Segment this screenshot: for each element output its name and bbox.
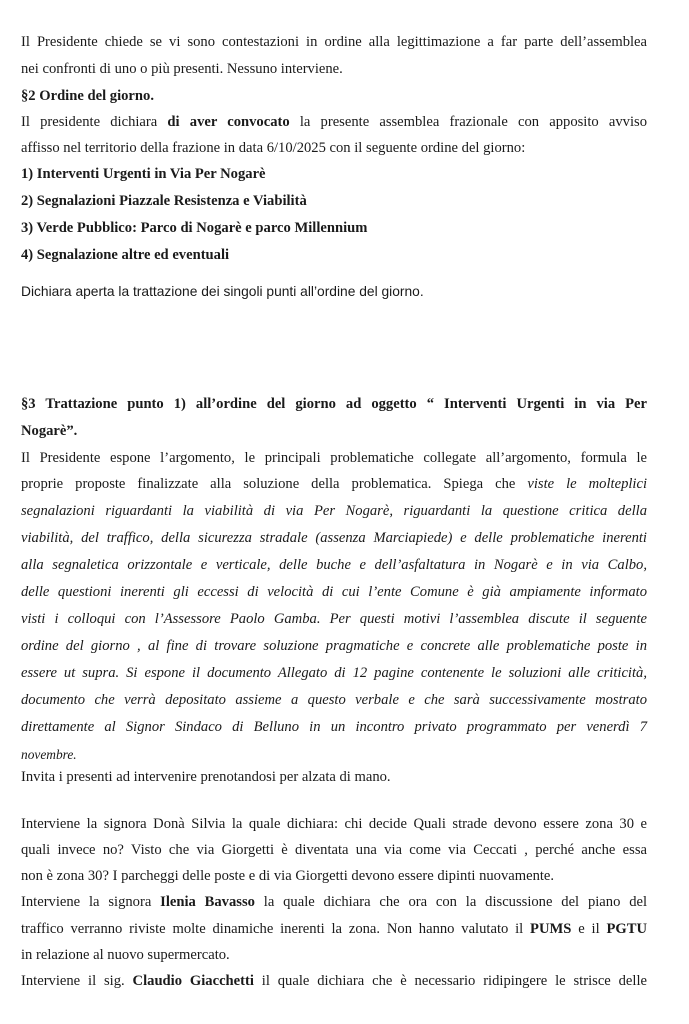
paragraph-line: in relazione al nuovo supermercato.: [21, 947, 230, 963]
italic-line: essere ut supra. Si espone il documento Allegato di 12 pagine contenente le soluzioni alle criticità,: [21, 665, 647, 681]
bold-text: Claudio Giacchetti: [132, 973, 254, 989]
bold-text: Ilenia Bavasso: [160, 894, 255, 910]
bold-text: PUMS: [530, 921, 572, 937]
section-heading: §3 Trattazione punto 1) all’ordine del giorno ad oggetto “ Interventi Urgenti in via Per: [21, 396, 647, 412]
italic-line: documento che verrà depositato assieme a questo verbale e che sarà successivamente mostrato: [21, 692, 647, 708]
paragraph-line: affisso nel territorio della frazione in data 6/10/2025 con il seguente ordine del giorno:: [21, 140, 526, 156]
paragraph-line: Invita i presenti ad intervenire prenotandosi per alzata di mano.: [21, 769, 391, 785]
italic-line: alla segnaletica orizzontale e verticale, delle buche e dell’asfaltatura in Nogarè e in via Calbo,: [21, 557, 647, 573]
paragraph-line: Interviene la signora Donà Silvia la quale dichiara: chi decide Quali strade devono essere zona 30 e: [21, 816, 647, 832]
paragraph-line: non è zona 30? I parcheggi delle poste e di via Giorgetti devono essere dipinti nuovamente.: [21, 868, 555, 884]
italic-line: direttamente al Signor Sindaco di Belluno in un incontro privato programmato per venerdì 7: [21, 719, 647, 735]
agenda-item: 1) Interventi Urgenti in Via Per Nogarè: [21, 166, 266, 182]
italic-line: ordine del giorno , al fine di trovare soluzione pragmatiche e concrete alle problematiche poste in: [21, 638, 647, 654]
paragraph-line: Il presidente dichiara di aver convocato la presente assemblea frazionale con apposito avviso: [21, 114, 647, 130]
section-heading: Nogarè”.: [21, 423, 78, 439]
agenda-item: 4) Segnalazione altre ed eventuali: [21, 247, 230, 263]
italic-text: viste le molteplici: [527, 476, 648, 492]
paragraph-line: Interviene il sig. Claudio Giacchetti il quale dichiara che è necessario ridipingere le strisce delle: [21, 973, 647, 989]
italic-line: segnalazioni riguardanti la viabilità di via Per Nogarè, riguardanti la questione critica della: [21, 503, 647, 519]
paragraph-line: proprie proposte finalizzate alla soluzione della problematica. Spiega che viste le molteplici: [21, 476, 648, 492]
paragraph-line: nei confronti di uno o più presenti. Nessuno interviene.: [21, 61, 343, 77]
italic-line: visti i colloqui con l’Assessore Paolo Gamba. Per questi motivi l’assemblea discute il seguente: [21, 611, 647, 627]
section-heading: §2 Ordine del giorno.: [21, 88, 154, 104]
paragraph-line: Interviene la signora Ilenia Bavasso la quale dichiara che ora con la discussione del piano del: [21, 894, 648, 910]
agenda-item: 2) Segnalazioni Piazzale Resistenza e Viabilità: [21, 193, 307, 209]
italic-line: novembre.: [21, 747, 77, 762]
bold-text: PGTU: [606, 921, 647, 937]
agenda-item: 3) Verde Pubblico: Parco di Nogarè e parco Millennium: [21, 220, 368, 236]
paragraph-line: quali invece no? Visto che via Giorgetti è diventata una via come via Ceccati , perché anche essa: [21, 842, 647, 858]
paragraph-line: Il Presidente chiede se vi sono contestazioni in ordine alla legittimazione a far parte dell’assemblea: [21, 34, 647, 50]
bold-text: di aver convocato: [167, 114, 290, 130]
italic-line: delle questioni inerenti gli eccessi di velocità di cui l’ente Comune è già ampiamente informato: [21, 584, 647, 600]
italic-line: viabilità, del traffico, della sicurezza stradale (assenza Marciapiede) e delle problematiche inerenti: [21, 530, 647, 546]
paragraph-line: traffico verranno riviste molte dinamiche inerenti la zona. Non hanno valutato il PUMS e il PGTU: [21, 921, 647, 937]
paragraph-line: Il Presidente espone l’argomento, le principali problematiche collegate all’argomento, formula le: [21, 450, 647, 466]
paragraph-line: Dichiara aperta la trattazione dei singoli punti all’ordine del giorno.: [21, 284, 424, 299]
